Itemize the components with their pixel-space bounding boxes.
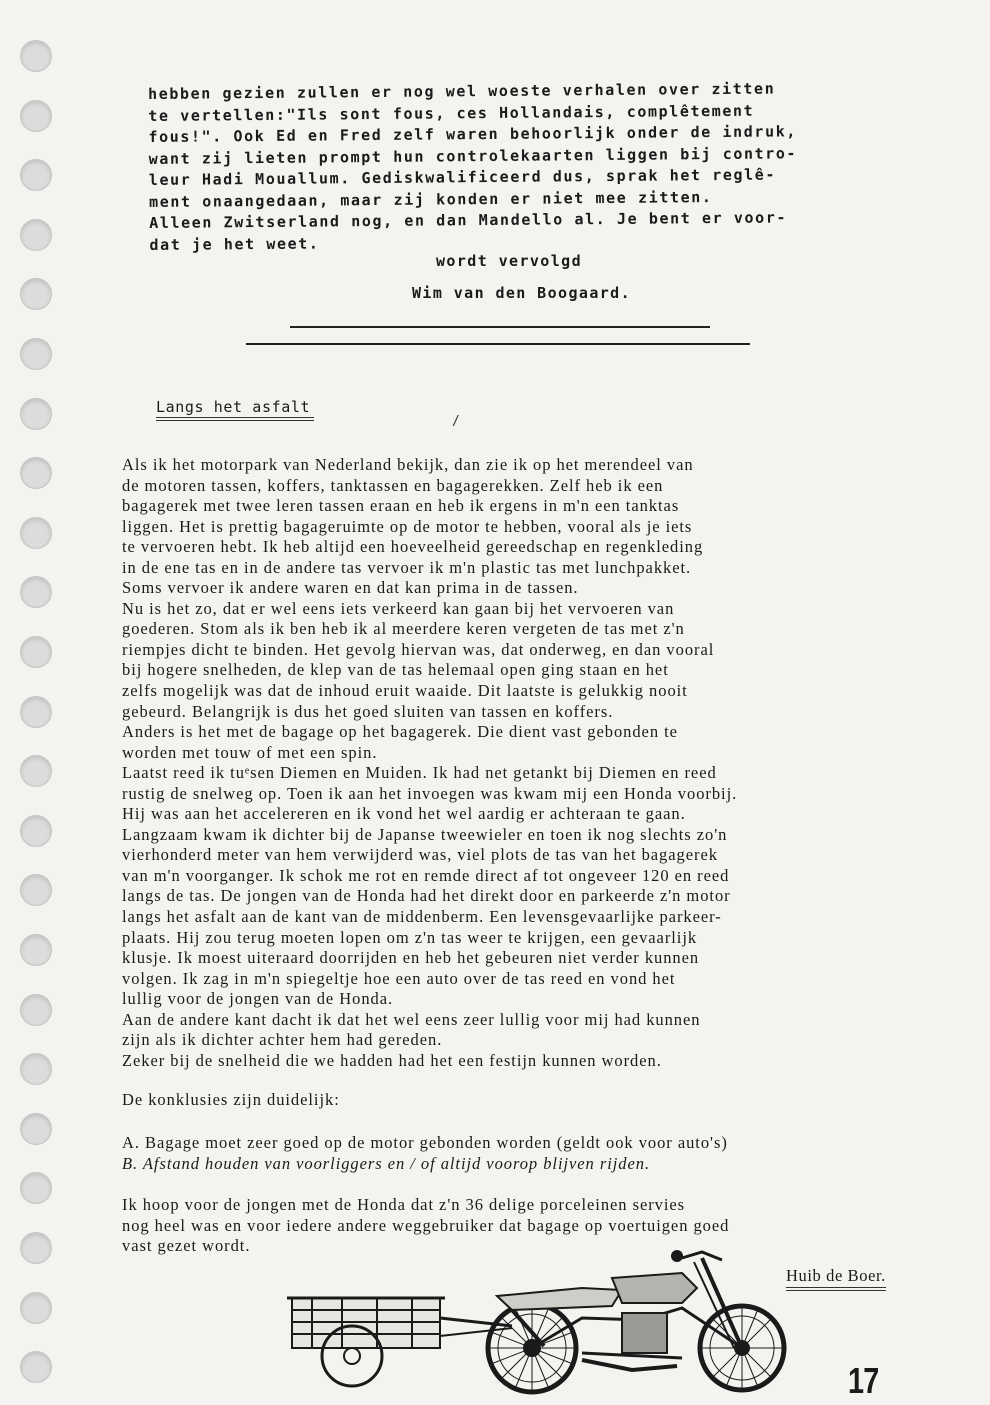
author-signature-1: Wim van den Boogaard. (412, 284, 632, 302)
conclusions-intro: De konklusies zijn duidelijk: (122, 1090, 340, 1109)
text-line: Alleen Zwitserland nog, en dan Mandello al. Je bent er voor- (149, 208, 788, 232)
text-line: hebben gezien zullen er nog wel woeste verhalen over zitten (148, 79, 776, 103)
text-line: riempjes dicht te binden. Het gevolg hiervan was, dat onderweg, en dan vooral (122, 639, 715, 659)
text-line: Aan de andere kant dacht ik dat het wel eens zeer lullig voor mij had kunnen (122, 1009, 701, 1029)
binder-hole (20, 100, 52, 132)
binder-hole (20, 219, 52, 251)
to-be-continued-note: wordt vervolgd (436, 252, 583, 270)
binder-hole (20, 1292, 52, 1324)
text-line: vast gezet wordt. (122, 1236, 251, 1255)
text-line: lullig voor de jongen van de Honda. (122, 989, 394, 1009)
text-line: ment onaangedaan, maar zij konden er niet mee zitten. (148, 187, 713, 211)
binder-hole (20, 1172, 52, 1204)
binder-hole (20, 1053, 52, 1085)
continued-article-paragraph (148, 77, 919, 256)
page-number: 17 (848, 1360, 879, 1401)
binder-hole (20, 457, 52, 489)
binder-hole (20, 934, 52, 966)
text-line: Laatst reed ik tuᵉsen Diemen en Muiden. Ik had net getankt bij Diemen en reed (122, 763, 717, 783)
text-line: Hij was aan het accelereren en ik vond het wel aardig er achteraan te gaan. (122, 804, 686, 824)
motorcycle-with-trailer-icon (282, 1248, 812, 1402)
text-line: dat je het weet. (149, 234, 320, 254)
text-line: van m'n voorganger. Ik schok me rot en remde direct af tot ongeveer 120 en reed (122, 865, 730, 885)
conclusion-list (122, 1132, 728, 1174)
binder-hole (20, 576, 52, 608)
text-line: worden met touw of met een spin. (122, 742, 378, 762)
text-line: langs het asfalt aan de kant van de middenberm. Een levensgevaarlijke parkeer- (122, 907, 722, 927)
text-line: bagagerek met twee leren tassen eraan en heb ik ergens in m'n een tanktas (122, 496, 680, 516)
text-line: plaats. Hij zou terug moeten lopen om z'n tas weer te krijgen, een gevaarlijk (122, 927, 698, 947)
text-line: Zeker bij de snelheid die we hadden had het een festijn kunnen worden. (122, 1050, 662, 1070)
heading-text: Langs het asfalt (156, 398, 311, 416)
text-line: te vertellen:"Ils sont fous, ces Hollandais, complêtement (148, 101, 755, 125)
text-line: leur Hadi Mouallum. Gediskwalificeerd dus, sprak het reglê- (148, 165, 777, 189)
text-line: bij hogere snelheden, de klep van de tas helemaal open ging staan en het (122, 660, 669, 680)
list-item: B. Afstand houden van voorliggers en / of altijd voorop blijven rijden. (122, 1154, 651, 1173)
binder-hole (20, 994, 52, 1026)
binder-hole (20, 1351, 52, 1383)
binder-hole (20, 1232, 52, 1264)
text-line: Ik hoop voor de jongen met de Honda dat z'n 36 delige porceleinen servies (122, 1195, 686, 1214)
text-line: rustig de snelweg op. Toen ik aan het invoegen was kwam mij een Honda voorbij. (122, 783, 738, 803)
text-line: vierhonderd meter van hem verwijderd was, viel plots de tas van het bagagerek (122, 845, 718, 865)
text-line: Als ik het motorpark van Nederland bekijk, dan zie ik op het merendeel van (122, 455, 694, 474)
divider-long (246, 343, 750, 345)
text-line: fous!". Ook Ed en Fred zelf waren behoorlijk onder de indruk, (148, 122, 798, 146)
text-line: gebeurd. Belangrijk is dus het goed sluiten van tassen en koffers. (122, 701, 614, 721)
text-line: klusje. Ik moest uiteraard doorrijden en heb het gebeuren niet verder kunnen (122, 948, 700, 968)
list-item: A. Bagage moet zeer goed op de motor gebonden worden (geldt ook voor auto's) (122, 1133, 728, 1152)
binder-hole (20, 278, 52, 310)
binder-hole (20, 696, 52, 728)
article-heading (156, 398, 314, 421)
binder-hole (20, 40, 52, 72)
text-line: zijn als ik dichter achter hem had gereden. (122, 1030, 443, 1050)
text-line: want zij lieten prompt hun controlekaarten liggen bij contro- (148, 143, 798, 168)
author-name: Huib de Boer. (786, 1266, 886, 1285)
text-line: Nu is het zo, dat er wel eens iets verkeerd kan gaan bij het vervoeren van (122, 598, 675, 618)
binder-hole (20, 517, 52, 549)
text-line: langs de tas. De jongen van de Honda had het direkt door en parkeerde z'n motor (122, 886, 731, 906)
text-line: de motoren tassen, koffers, tanktassen en bagagerekken. Zelf heb ik een (122, 475, 664, 495)
text-line: Soms vervoer ik andere waren en dat kan prima in de tassen. (122, 578, 579, 598)
text-line: goederen. Stom als ik ben heb ik al meerdere keren vergeten de tas met z'n (122, 619, 685, 639)
heading-double-underline (156, 417, 314, 421)
text-line: Anders is het met de bagage op het bagagerek. Die dient vast gebonden te (122, 722, 678, 742)
text-line: Langzaam kwam ik dichter bij de Japanse tweewieler en toen ik nog slechts zo'n (122, 824, 728, 844)
text-line: zelfs mogelijk was dat de inhoud eruit waaide. Dit laatste is gelukkig nooit (122, 681, 688, 701)
text-line: volgen. Ik zag in m'n spiegeltje hoe een auto over de tas reed en vond het (122, 968, 676, 988)
binder-hole (20, 159, 52, 191)
text-line: liggen. Het is prettig bagageruimte op de motor te hebben, vooral als je iets (122, 516, 693, 536)
divider-short (290, 326, 710, 328)
binder-hole (20, 874, 52, 906)
text-line: in de ene tas en in de andere tas vervoer ik m'n plastic tas met lunchpakket. (122, 557, 692, 577)
text-line: nog heel was en voor iedere andere weggebruiker dat bagage op voertuigen goed (122, 1215, 730, 1235)
binder-hole (20, 815, 52, 847)
binder-hole (20, 636, 52, 668)
article-body (122, 455, 922, 1071)
binder-hole (20, 755, 52, 787)
binder-hole (20, 1113, 52, 1145)
stray-mark: / (452, 414, 460, 429)
binder-hole (20, 398, 52, 430)
binder-hole (20, 338, 52, 370)
text-line: te vervoeren hebt. Ik heb altijd een hoeveelheid gereedschap en regenkleding (122, 537, 704, 557)
